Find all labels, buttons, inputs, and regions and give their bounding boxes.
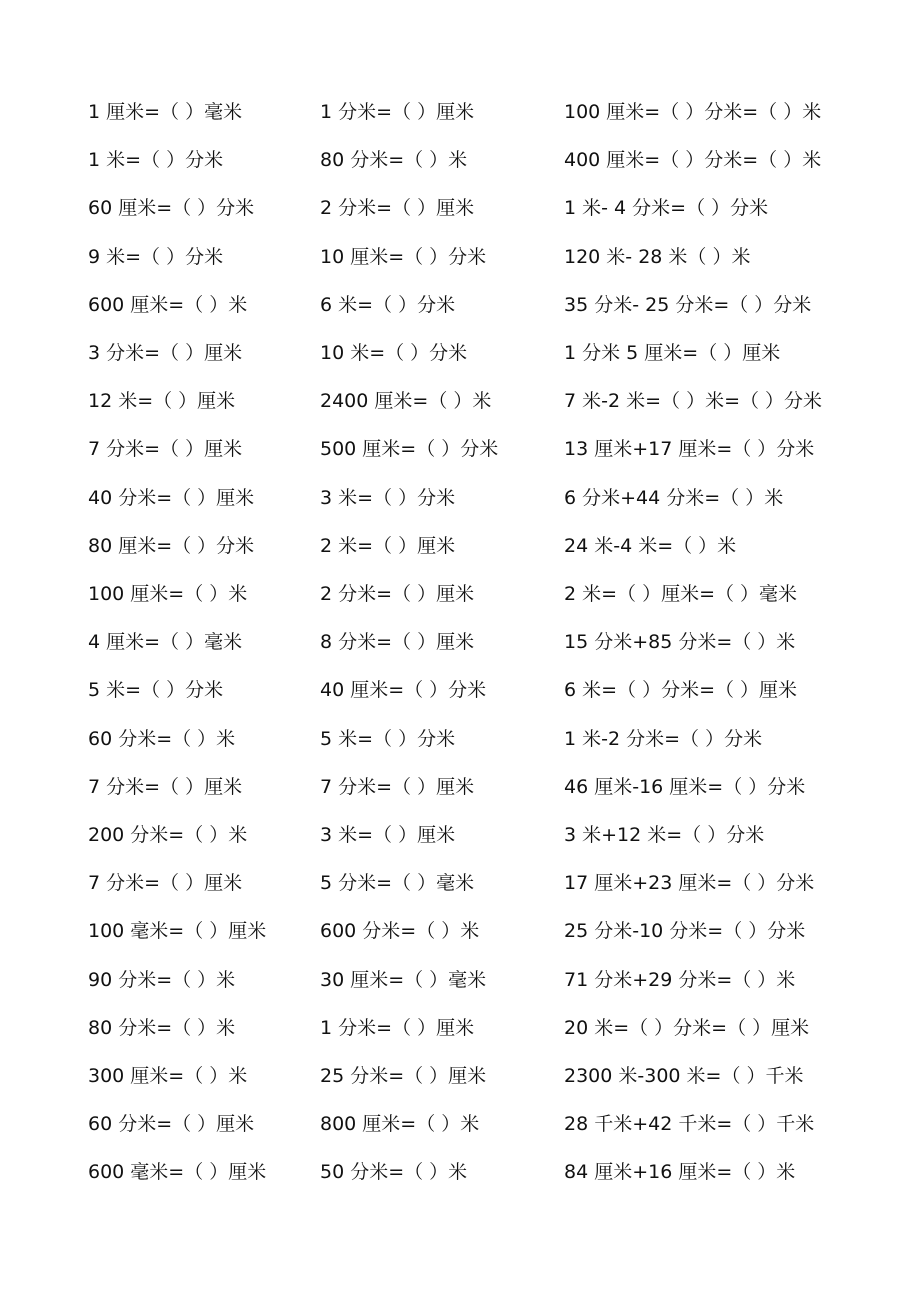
problem-row [0, 1013, 920, 1061]
problem-row [0, 868, 920, 916]
conversion-problem: 600 分米=（ ）米 [320, 920, 480, 943]
conversion-problem: 84 厘米+16 厘米=（ ）米 [564, 1161, 796, 1184]
conversion-problem: 8 分米=（ ）厘米 [320, 631, 475, 654]
conversion-problem: 7 分米=（ ）厘米 [320, 775, 475, 798]
problem-row [0, 434, 920, 482]
problem-row [0, 386, 920, 434]
conversion-problem: 2 米=（ ）厘米 [320, 534, 456, 557]
conversion-problem: 3 米+12 米=（ ）分米 [564, 824, 765, 846]
problem-row [0, 965, 920, 1013]
conversion-problem: 5 米=（ ）分米 [320, 727, 456, 750]
problem-row [0, 145, 920, 193]
conversion-problem: 24 米-4 米=（ ）米 [564, 534, 737, 557]
conversion-problem: 5 米=（ ）分米 [88, 679, 224, 702]
conversion-problem: 600 厘米=（ ）米 [88, 293, 248, 316]
problem-row [0, 338, 920, 386]
conversion-problem: 35 分米- 25 分米=（ ）分米 [564, 293, 812, 316]
problem-row [0, 1157, 920, 1205]
conversion-problem: 1 米- 4 分米=（ ）分米 [564, 197, 769, 220]
conversion-problem: 17 厘米+23 厘米=（ ）分米 [564, 872, 815, 895]
conversion-problem: 50 分米=（ ）米 [320, 1161, 468, 1184]
problem-row [0, 627, 920, 675]
conversion-problem: 2 分米=（ ）厘米 [320, 583, 475, 605]
conversion-problem: 40 厘米=（ ）分米 [320, 679, 487, 702]
problem-row [0, 675, 920, 723]
conversion-problem: 7 米-2 米=（ ）米=（ ）分米 [564, 390, 823, 413]
problem-row [0, 916, 920, 964]
conversion-problem: 9 米=（ ）分米 [88, 245, 224, 268]
conversion-problem: 60 厘米=（ ）分米 [88, 197, 255, 220]
conversion-problem: 120 米- 28 米（ ）米 [564, 245, 751, 268]
conversion-problem: 7 分米=（ ）厘米 [88, 872, 243, 895]
problem-row [0, 97, 920, 145]
conversion-problem: 25 分米=（ ）厘米 [320, 1065, 487, 1087]
conversion-problem: 200 分米=（ ）米 [88, 824, 248, 846]
problem-row [0, 772, 920, 820]
problem-row [0, 579, 920, 627]
conversion-problem: 13 厘米+17 厘米=（ ）分米 [564, 438, 815, 461]
conversion-problem: 2 米=（ ）厘米=（ ）毫米 [564, 583, 798, 605]
conversion-problem: 10 米=（ ）分米 [320, 342, 468, 364]
conversion-problem: 100 厘米=（ ）米 [88, 583, 248, 605]
conversion-problem: 3 分米=（ ）厘米 [88, 342, 243, 364]
problem-row [0, 242, 920, 290]
conversion-problem: 30 厘米=（ ）毫米 [320, 968, 487, 991]
conversion-problem: 12 米=（ ）厘米 [88, 390, 236, 413]
conversion-problem: 28 千米+42 千米=（ ）千米 [564, 1113, 815, 1136]
conversion-problem: 15 分米+85 分米=（ ）米 [564, 631, 796, 654]
problem-row [0, 483, 920, 531]
conversion-problem: 600 毫米=（ ）厘米 [88, 1161, 267, 1184]
conversion-problem: 6 分米+44 分米=（ ）米 [564, 486, 784, 509]
conversion-problem: 7 分米=（ ）厘米 [88, 775, 243, 798]
conversion-problem: 500 厘米=（ ）分米 [320, 438, 499, 461]
conversion-problem: 1 分米=（ ）厘米 [320, 1016, 475, 1039]
conversion-problem: 300 厘米=（ ）米 [88, 1065, 248, 1087]
conversion-problem: 71 分米+29 分米=（ ）米 [564, 968, 796, 991]
conversion-problem: 6 米=（ ）分米 [320, 293, 456, 316]
conversion-problem: 46 厘米-16 厘米=（ ）分米 [564, 775, 806, 798]
conversion-problem: 20 米=（ ）分米=（ ）厘米 [564, 1016, 810, 1039]
conversion-problem: 3 米=（ ）厘米 [320, 824, 456, 846]
conversion-problem: 60 分米=（ ）米 [88, 727, 236, 750]
conversion-problem: 80 分米=（ ）米 [88, 1016, 236, 1039]
conversion-problem: 90 分米=（ ）米 [88, 968, 236, 991]
conversion-problem: 1 分米=（ ）厘米 [320, 101, 475, 123]
conversion-problem: 4 厘米=（ ）毫米 [88, 631, 243, 654]
problem-row [0, 1109, 920, 1157]
conversion-problem: 5 分米=（ ）毫米 [320, 872, 475, 895]
conversion-problem: 100 毫米=（ ）厘米 [88, 920, 267, 943]
conversion-problem: 2 分米=（ ）厘米 [320, 197, 475, 220]
conversion-problem: 1 米-2 分米=（ ）分米 [564, 727, 763, 750]
conversion-problem: 1 厘米=（ ）毫米 [88, 101, 243, 123]
conversion-problem: 2300 米-300 米=（ ）千米 [564, 1065, 804, 1087]
conversion-problem: 7 分米=（ ）厘米 [88, 438, 243, 461]
conversion-problem: 1 分米 5 厘米=（ ）厘米 [564, 342, 781, 364]
conversion-problem: 25 分米-10 分米=（ ）分米 [564, 920, 806, 943]
conversion-problem: 2400 厘米=（ ）米 [320, 390, 492, 413]
conversion-problem: 80 分米=（ ）米 [320, 149, 468, 172]
conversion-problem: 80 厘米=（ ）分米 [88, 534, 255, 557]
conversion-problem: 60 分米=（ ）厘米 [88, 1113, 255, 1136]
problem-row [0, 724, 920, 772]
problem-row [0, 1061, 920, 1109]
problem-row [0, 820, 920, 868]
conversion-problem: 10 厘米=（ ）分米 [320, 245, 487, 268]
conversion-problem: 800 厘米=（ ）米 [320, 1113, 480, 1136]
conversion-problem: 1 米=（ ）分米 [88, 149, 224, 172]
conversion-problem: 6 米=（ ）分米=（ ）厘米 [564, 679, 798, 702]
conversion-problem: 40 分米=（ ）厘米 [88, 486, 255, 509]
problem-row [0, 193, 920, 241]
problem-row [0, 290, 920, 338]
problem-row [0, 531, 920, 579]
conversion-problem: 400 厘米=（ ）分米=（ ）米 [564, 149, 822, 172]
conversion-problem: 100 厘米=（ ）分米=（ ）米 [564, 101, 822, 123]
conversion-problem: 3 米=（ ）分米 [320, 486, 456, 509]
